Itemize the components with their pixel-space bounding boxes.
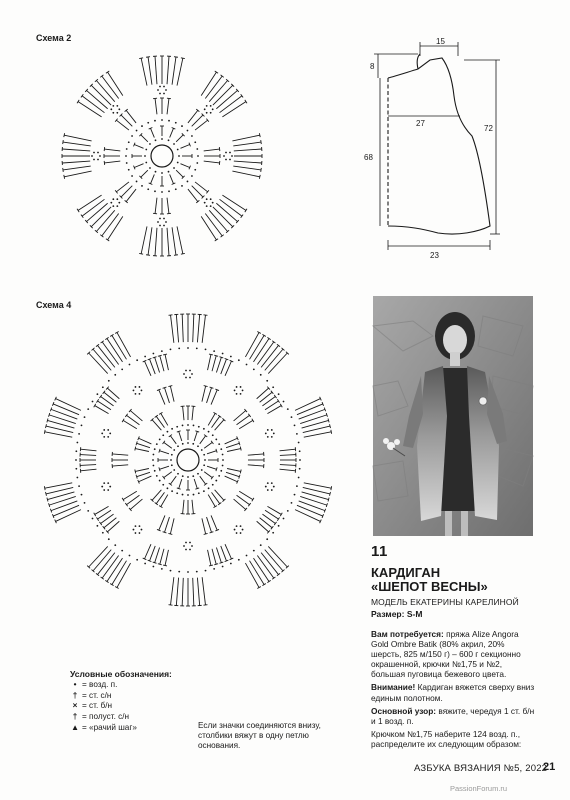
watermark: PassionForum.ru [450, 784, 508, 793]
crab-stitch-icon: ▲ [70, 722, 80, 732]
materials-text: пряжа Alize Angora Gold Ombre Batik (80% акрил, 20% шерсть, 825 м/150 г) – 600 г секционно окрашенной, крючки №1,75 и №2, большая пуговица бежевого цвета. [371, 629, 521, 680]
attention-paragraph [371, 682, 536, 702]
dim-bust: 27 [416, 119, 425, 128]
size-label: Размер: [371, 609, 405, 619]
dim-side-length: 68 [364, 153, 373, 162]
page-number: 21 [543, 761, 556, 773]
instruction-paragraph: Крючком №1,75 наберите 124 возд. п., распределите их следующим образом: [371, 728, 522, 749]
dim-side: 8 [370, 62, 375, 71]
attention-label: Внимание! [371, 682, 416, 693]
legend-item-text: = ст. б/н [82, 701, 113, 711]
model-photo-image [373, 296, 533, 536]
dim-length: 72 [484, 124, 493, 133]
scheme-4-label: Схема 4 [36, 300, 72, 310]
scheme-2-motif-diagram [40, 38, 290, 283]
dim-bottom: 23 [430, 251, 439, 260]
materials-paragraph [371, 629, 536, 679]
legend-item-text: = «рачий шаг» [82, 722, 137, 732]
model-title-line-1: КАРДИГАН [371, 565, 441, 580]
garment-pattern-diagram [364, 36, 508, 268]
legend-note: Если значки соединяются внизу, столбики вяжут в одну петлю основания. [198, 721, 321, 750]
model-number: 11 [371, 543, 388, 560]
model-heading-block [371, 543, 536, 619]
legend-item-text: = полуст. с/н [82, 712, 130, 722]
legend-title: Условные обозначения: [70, 669, 172, 679]
dim-top: 15 [436, 37, 445, 46]
legend-item-text: = ст. с/н [82, 690, 112, 700]
model-title-line-2: «ШЕПОТ ВЕСНЫ» [371, 579, 488, 594]
pattern-text: вяжите, чередуя 1 ст. б/н и 1 возд. п. [371, 705, 535, 726]
magazine-footer: АЗБУКА ВЯЗАНИЯ №5, 2022 [414, 763, 548, 774]
size-value: S-M [406, 609, 423, 619]
instructions-text [371, 629, 536, 752]
pattern-paragraph [371, 706, 536, 726]
scheme-4-motif-diagram [38, 305, 338, 625]
single-crochet-icon: × [72, 701, 78, 711]
half-double-crochet-icon: † [72, 712, 78, 722]
model-photo [373, 296, 533, 536]
legend-item [70, 701, 370, 712]
double-crochet-icon: † [72, 690, 78, 700]
legend-item [70, 680, 370, 691]
materials-label: Вам потребуется: [371, 629, 444, 639]
model-author: МОДЕЛЬ ЕКАТЕРИНЫ КАРЕЛИНОЙ [371, 597, 519, 607]
scheme-2-label: Схема 2 [36, 33, 72, 43]
legend-item [70, 691, 370, 702]
legend-item-text: = возд. п. [82, 679, 118, 689]
legend [70, 669, 370, 750]
chain-stitch-icon: • [73, 679, 77, 689]
model-size [371, 609, 536, 619]
attention-text: Кардиган вяжется сверху вниз единым полотном. [371, 682, 535, 703]
pattern-label: Основной узор: [371, 705, 437, 716]
